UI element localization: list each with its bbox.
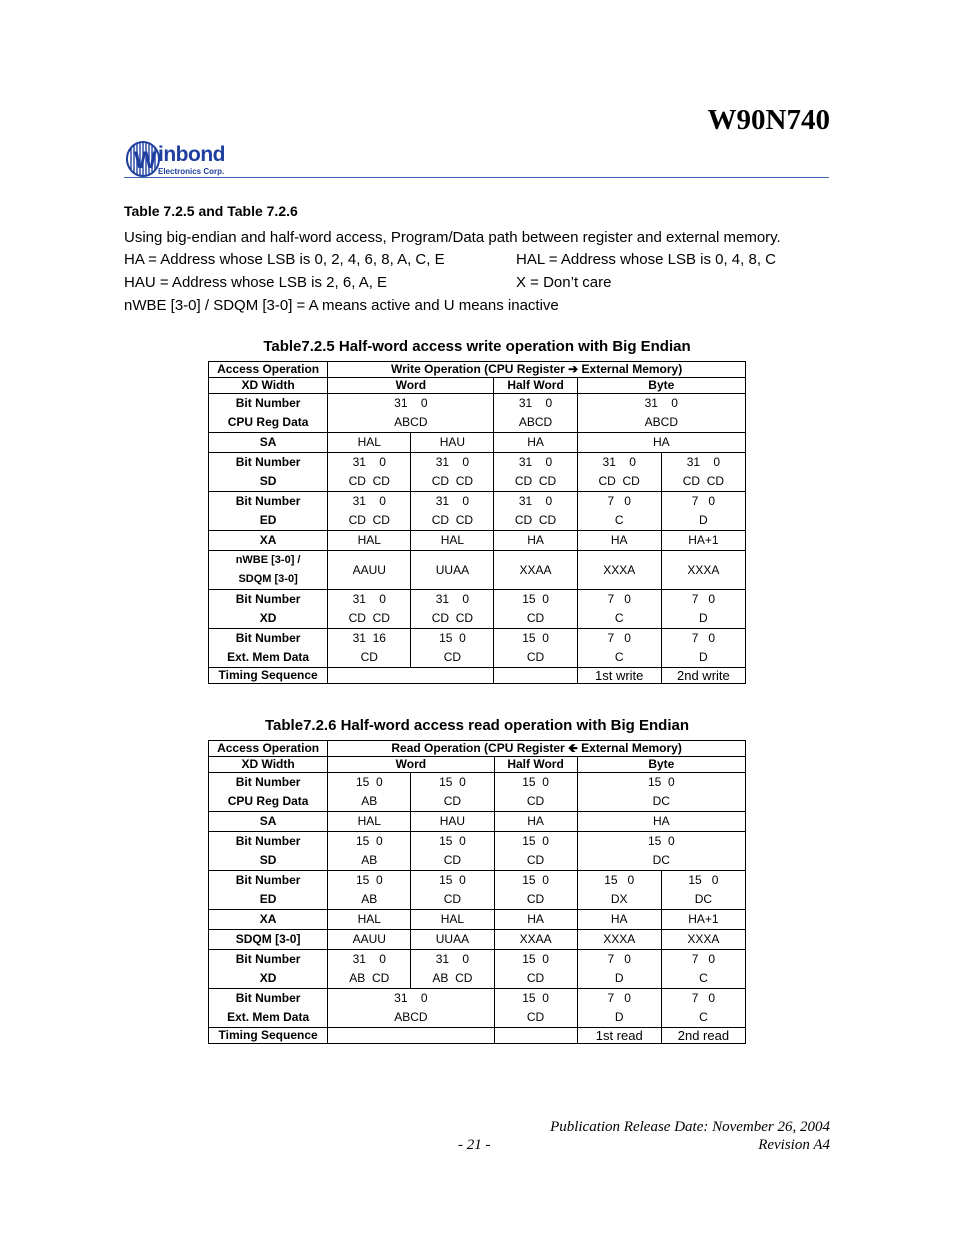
table-cell: AAUU xyxy=(328,930,411,950)
document-title: W90N740 xyxy=(707,104,830,136)
table-cell: 31 0 CD CD xyxy=(328,492,411,531)
header-cell: Byte xyxy=(577,378,745,394)
write-operation-table xyxy=(208,361,746,684)
table-cell: HAL xyxy=(411,910,494,930)
table-cell: HAL xyxy=(328,910,411,930)
row-label: Bit Number Ext. Mem Data xyxy=(209,629,328,668)
table-cell: 31 0 AB CD xyxy=(328,950,411,989)
winbond-globe-icon xyxy=(126,140,160,178)
table-cell: HAL xyxy=(411,531,494,551)
table-cell: HA xyxy=(577,531,661,551)
table-row xyxy=(209,773,746,812)
table-cell: HAL xyxy=(328,531,411,551)
table-cell: 31 0 CD CD xyxy=(328,590,411,629)
table-cell: XXAA xyxy=(494,930,577,950)
table-cell: 15 0 CD xyxy=(494,871,577,910)
logo-subtitle: Electronics Corp. xyxy=(158,167,225,176)
table-cell: 15 0 CD xyxy=(411,629,494,668)
row-label: Bit Number SD xyxy=(209,832,328,871)
def-hal: HAL = Address whose LSB is 0, 4, 8, C xyxy=(516,251,776,268)
table-cell: 15 0 DC xyxy=(577,832,745,871)
row-label: Bit Number CPU Reg Data xyxy=(209,773,328,812)
row-label: Timing Sequence xyxy=(209,668,328,684)
row-label: Bit Number XD xyxy=(209,950,328,989)
table-cell: 15 0 CD xyxy=(411,773,494,812)
table-cell: 15 0 AB xyxy=(328,773,411,812)
publication-date: Publication Release Date: November 26, 2004 xyxy=(550,1119,830,1135)
table-cell: HAL xyxy=(328,433,411,453)
table-row xyxy=(209,453,746,492)
table-row xyxy=(209,910,746,930)
header-cell: Read Operation (CPU Register 🡸 External Memory) xyxy=(328,741,746,757)
table-cell: 7 0 C xyxy=(661,989,745,1028)
header-cell: Access Operation xyxy=(209,362,328,378)
table-row xyxy=(209,930,746,950)
header-cell: Half Word xyxy=(494,757,577,773)
row-label: Bit Number ED xyxy=(209,871,328,910)
read-operation-table xyxy=(208,740,746,1044)
table-cell: 7 0 C xyxy=(661,950,745,989)
row-label: Bit Number Ext. Mem Data xyxy=(209,989,328,1028)
row-label: Bit Number SD xyxy=(209,453,328,492)
table-row xyxy=(209,378,746,394)
table-cell: 31 0 CD CD xyxy=(411,453,494,492)
intro-text: Using big-endian and half-word access, Program/Data path between register and external memory. xyxy=(124,229,781,246)
table-cell: 7 0 D xyxy=(577,989,661,1028)
table-cell: 31 0 ABCD xyxy=(328,989,494,1028)
table-cell: HA xyxy=(577,910,661,930)
page-number: - 21 - xyxy=(458,1137,491,1153)
table-cell: HA xyxy=(494,531,577,551)
table-cell: XXXA xyxy=(577,551,661,590)
table-cell: HA xyxy=(494,910,577,930)
table-cell: 2nd write xyxy=(661,668,745,684)
table-cell: 15 0 DC xyxy=(577,773,745,812)
header-cell: Word xyxy=(328,378,494,394)
table-cell: 31 0 CD CD xyxy=(494,453,577,492)
table-cell: XXXA xyxy=(577,930,661,950)
header-cell: XD Width xyxy=(209,757,328,773)
winbond-logo xyxy=(126,140,256,178)
table-cell: 15 0 AB xyxy=(328,832,411,871)
header-cell: Half Word xyxy=(494,378,577,394)
svg-text:W: W xyxy=(134,147,157,174)
table-cell: XXXA xyxy=(661,930,745,950)
table-row xyxy=(209,757,746,773)
row-label: SDQM [3-0] xyxy=(209,930,328,950)
table-cell: 1st read xyxy=(577,1028,661,1044)
table-cell: 7 0 C xyxy=(577,590,661,629)
table-cell: 15 0 CD xyxy=(411,832,494,871)
table-cell: 31 0 ABCD xyxy=(577,394,745,433)
row-label: SA xyxy=(209,433,328,453)
table-cell: 31 0 AB CD xyxy=(411,950,494,989)
table-cell: 7 0 C xyxy=(577,629,661,668)
table-cell: 15 0 CD xyxy=(494,590,577,629)
table-cell: 7 0 D xyxy=(661,629,745,668)
table-cell: 31 0 CD CD xyxy=(411,590,494,629)
table-cell xyxy=(328,668,494,684)
table-cell: AAUU xyxy=(328,551,411,590)
table-cell: 15 0 CD xyxy=(494,950,577,989)
table-cell: 7 0 D xyxy=(661,590,745,629)
row-label: XA xyxy=(209,910,328,930)
table-row xyxy=(209,531,746,551)
def-hau: HAU = Address whose LSB is 2, 6, A, E xyxy=(124,274,388,291)
def-x: X = Don’t care xyxy=(516,274,612,291)
table-row xyxy=(209,668,746,684)
row-label: SA xyxy=(209,812,328,832)
table-cell: HAU xyxy=(411,433,494,453)
table-cell: 7 0 D xyxy=(577,950,661,989)
table-cell: 31 0 ABCD xyxy=(494,394,577,433)
table-cell: 1st write xyxy=(577,668,661,684)
table-cell: XXAA xyxy=(494,551,577,590)
section-title: Table 7.2.5 and Table 7.2.6 xyxy=(124,203,298,219)
table-cell: 7 0 D xyxy=(661,492,745,531)
table-cell: 31 16 CD xyxy=(328,629,411,668)
table-cell: 15 0 CD xyxy=(411,871,494,910)
table-cell: HA xyxy=(494,812,577,832)
table-cell: 15 0 AB xyxy=(328,871,411,910)
table-cell: UUAA xyxy=(411,930,494,950)
table-cell: HA+1 xyxy=(661,910,745,930)
table-cell: HA xyxy=(494,433,577,453)
row-label: Bit Number XD xyxy=(209,590,328,629)
table-cell: 15 0 DX xyxy=(577,871,661,910)
table-cell: UUAA xyxy=(411,551,494,590)
table-row xyxy=(209,1028,746,1044)
table-cell: 15 0 CD xyxy=(494,832,577,871)
row-label: Bit Number ED xyxy=(209,492,328,531)
table-cell: 31 0 CD CD xyxy=(411,492,494,531)
table-cell xyxy=(328,1028,494,1044)
table-cell: HA xyxy=(577,433,745,453)
table-row xyxy=(209,492,746,531)
def-nwbe: nWBE [3-0] / SDQM [3-0] = A means active and U means inactive xyxy=(124,297,559,314)
header-cell: Access Operation xyxy=(209,741,328,757)
table1-caption: Table7.2.5 Half-word access write operation with Big Endian xyxy=(263,338,691,355)
table-row xyxy=(209,812,746,832)
logo-wordmark: inbond xyxy=(158,143,225,166)
header-cell: Byte xyxy=(577,757,745,773)
table-cell: 31 0 CD CD xyxy=(494,492,577,531)
table-cell: HA+1 xyxy=(661,531,745,551)
row-label: nWBE [3-0] / SDQM [3-0] xyxy=(209,551,328,590)
table-cell: HA xyxy=(577,812,745,832)
table-cell xyxy=(494,1028,577,1044)
table-cell: 15 0 CD xyxy=(494,629,577,668)
table-row xyxy=(209,989,746,1028)
table-cell: HAU xyxy=(411,812,494,832)
header-rule xyxy=(124,177,829,178)
table-row xyxy=(209,362,746,378)
header-cell: Word xyxy=(328,757,494,773)
table-cell: 31 0 ABCD xyxy=(328,394,494,433)
table-cell: 15 0 DC xyxy=(661,871,745,910)
table-row xyxy=(209,590,746,629)
table-cell: 31 0 CD CD xyxy=(661,453,745,492)
table-row xyxy=(209,832,746,871)
def-ha: HA = Address whose LSB is 0, 2, 4, 6, 8, A, C, E xyxy=(124,251,445,268)
table-cell: 15 0 CD xyxy=(494,989,577,1028)
table-cell: 31 0 CD CD xyxy=(328,453,411,492)
table2-caption: Table7.2.6 Half-word access read operation with Big Endian xyxy=(265,717,689,734)
table-cell xyxy=(494,668,577,684)
header-cell: Write Operation (CPU Register ➔ External Memory) xyxy=(328,362,746,378)
row-label: XA xyxy=(209,531,328,551)
table-row xyxy=(209,950,746,989)
table-row xyxy=(209,871,746,910)
revision: Revision A4 xyxy=(758,1137,830,1153)
row-label: Bit Number CPU Reg Data xyxy=(209,394,328,433)
table-cell: 2nd read xyxy=(661,1028,745,1044)
table-row xyxy=(209,394,746,433)
table-cell: 7 0 C xyxy=(577,492,661,531)
table-cell: HAL xyxy=(328,812,411,832)
table-cell: 15 0 CD xyxy=(494,773,577,812)
table-row xyxy=(209,551,746,590)
table-row xyxy=(209,433,746,453)
table-cell: XXXA xyxy=(661,551,745,590)
header-cell: XD Width xyxy=(209,378,328,394)
table-row xyxy=(209,629,746,668)
table-cell: 31 0 CD CD xyxy=(577,453,661,492)
row-label: Timing Sequence xyxy=(209,1028,328,1044)
table-row xyxy=(209,741,746,757)
